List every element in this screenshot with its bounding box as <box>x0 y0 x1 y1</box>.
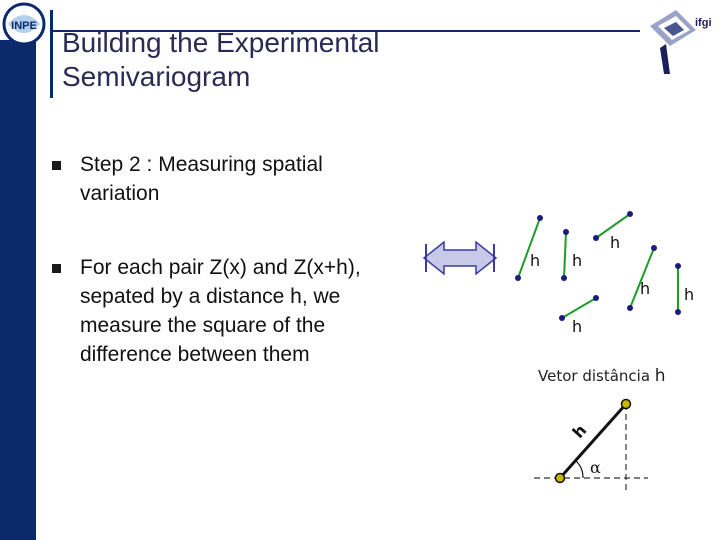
data-point <box>537 215 543 221</box>
data-point <box>627 305 633 311</box>
angle-alpha-label: α <box>590 458 601 477</box>
pair-label-h: h <box>610 233 621 252</box>
data-point <box>675 309 681 315</box>
point-pair-3 <box>593 211 633 252</box>
data-point <box>559 315 565 321</box>
point-pair-1 <box>515 215 543 281</box>
bullet-text-step: Step 2 : Measuring spatial variation <box>80 153 323 205</box>
page-title-line-2: Semivariogram <box>62 61 251 92</box>
inpe-logo-text: INPE <box>11 20 37 32</box>
pair-label-h: h <box>572 251 583 270</box>
bullet-text-pairs: For each pair Z(x) and Z(x+h), sepated by a distance h, we measure the square of the difference between them <box>80 256 361 366</box>
caption-text: Vetor distância <box>538 367 655 385</box>
page-title-line-1: Building the Experimental <box>62 27 380 58</box>
distance-vector-sketch <box>534 400 648 493</box>
data-point <box>593 235 599 241</box>
distance-vector-caption <box>538 366 666 386</box>
point-pair-6 <box>559 295 599 336</box>
point-pair-4 <box>627 245 657 311</box>
pair-label-h: h <box>572 317 583 336</box>
vector-start-node <box>556 474 565 483</box>
data-point <box>515 275 521 281</box>
data-point <box>563 229 569 235</box>
pair-label-h: h <box>530 251 541 270</box>
data-point <box>675 263 681 269</box>
data-point <box>561 275 567 281</box>
data-point <box>593 295 599 301</box>
vector-end-node <box>622 400 631 409</box>
point-pair-2 <box>561 229 582 281</box>
data-point <box>627 211 633 217</box>
pair-label-h: h <box>684 285 695 304</box>
pair-label-h: h <box>640 279 651 298</box>
angle-arc <box>576 461 583 478</box>
ifgi-logo-text: ifgi <box>695 17 712 29</box>
caption-h-symbol: h <box>654 366 666 386</box>
data-point <box>651 245 657 251</box>
double-arrow-icon <box>424 242 496 274</box>
vector-h-label: h <box>568 420 591 442</box>
point-pair-5 <box>675 263 694 315</box>
